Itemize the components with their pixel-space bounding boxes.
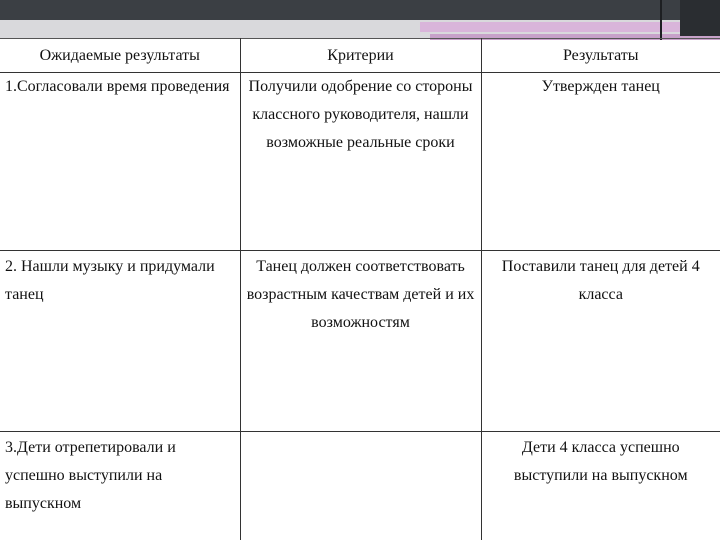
results-table	[0, 38, 720, 540]
table-row	[0, 251, 720, 432]
table-header-row	[0, 39, 720, 73]
header-results: Результаты	[481, 39, 720, 73]
cell-result: Утвержден танец	[481, 73, 720, 251]
table-row	[0, 432, 720, 540]
cell-criteria: Танец должен соответствовать возрастным качествам детей и их возможностям	[240, 251, 481, 432]
header-band-dark	[0, 0, 720, 20]
cell-expected: 1.Согласовали время проведения	[0, 73, 240, 251]
cell-criteria	[240, 432, 481, 540]
cell-expected: 2. Нашли музыку и придумали танец	[0, 251, 240, 432]
cell-result: Дети 4 класса успешно выступили на выпускном	[481, 432, 720, 540]
header-corner-block	[680, 0, 720, 36]
header-band-pink	[420, 22, 720, 32]
cell-criteria: Получили одобрение со стороны классного руководителя, нашли возможные реальные сроки	[240, 73, 481, 251]
header-expected-results: Ожидаемые результаты	[0, 39, 240, 73]
table-row	[0, 73, 720, 251]
header-divider-line	[660, 0, 662, 40]
cell-result: Поставили танец для детей 4 класса	[481, 251, 720, 432]
header-criteria: Критерии	[240, 39, 481, 73]
cell-expected: 3.Дети отрепетировали и успешно выступили на выпускном	[0, 432, 240, 540]
